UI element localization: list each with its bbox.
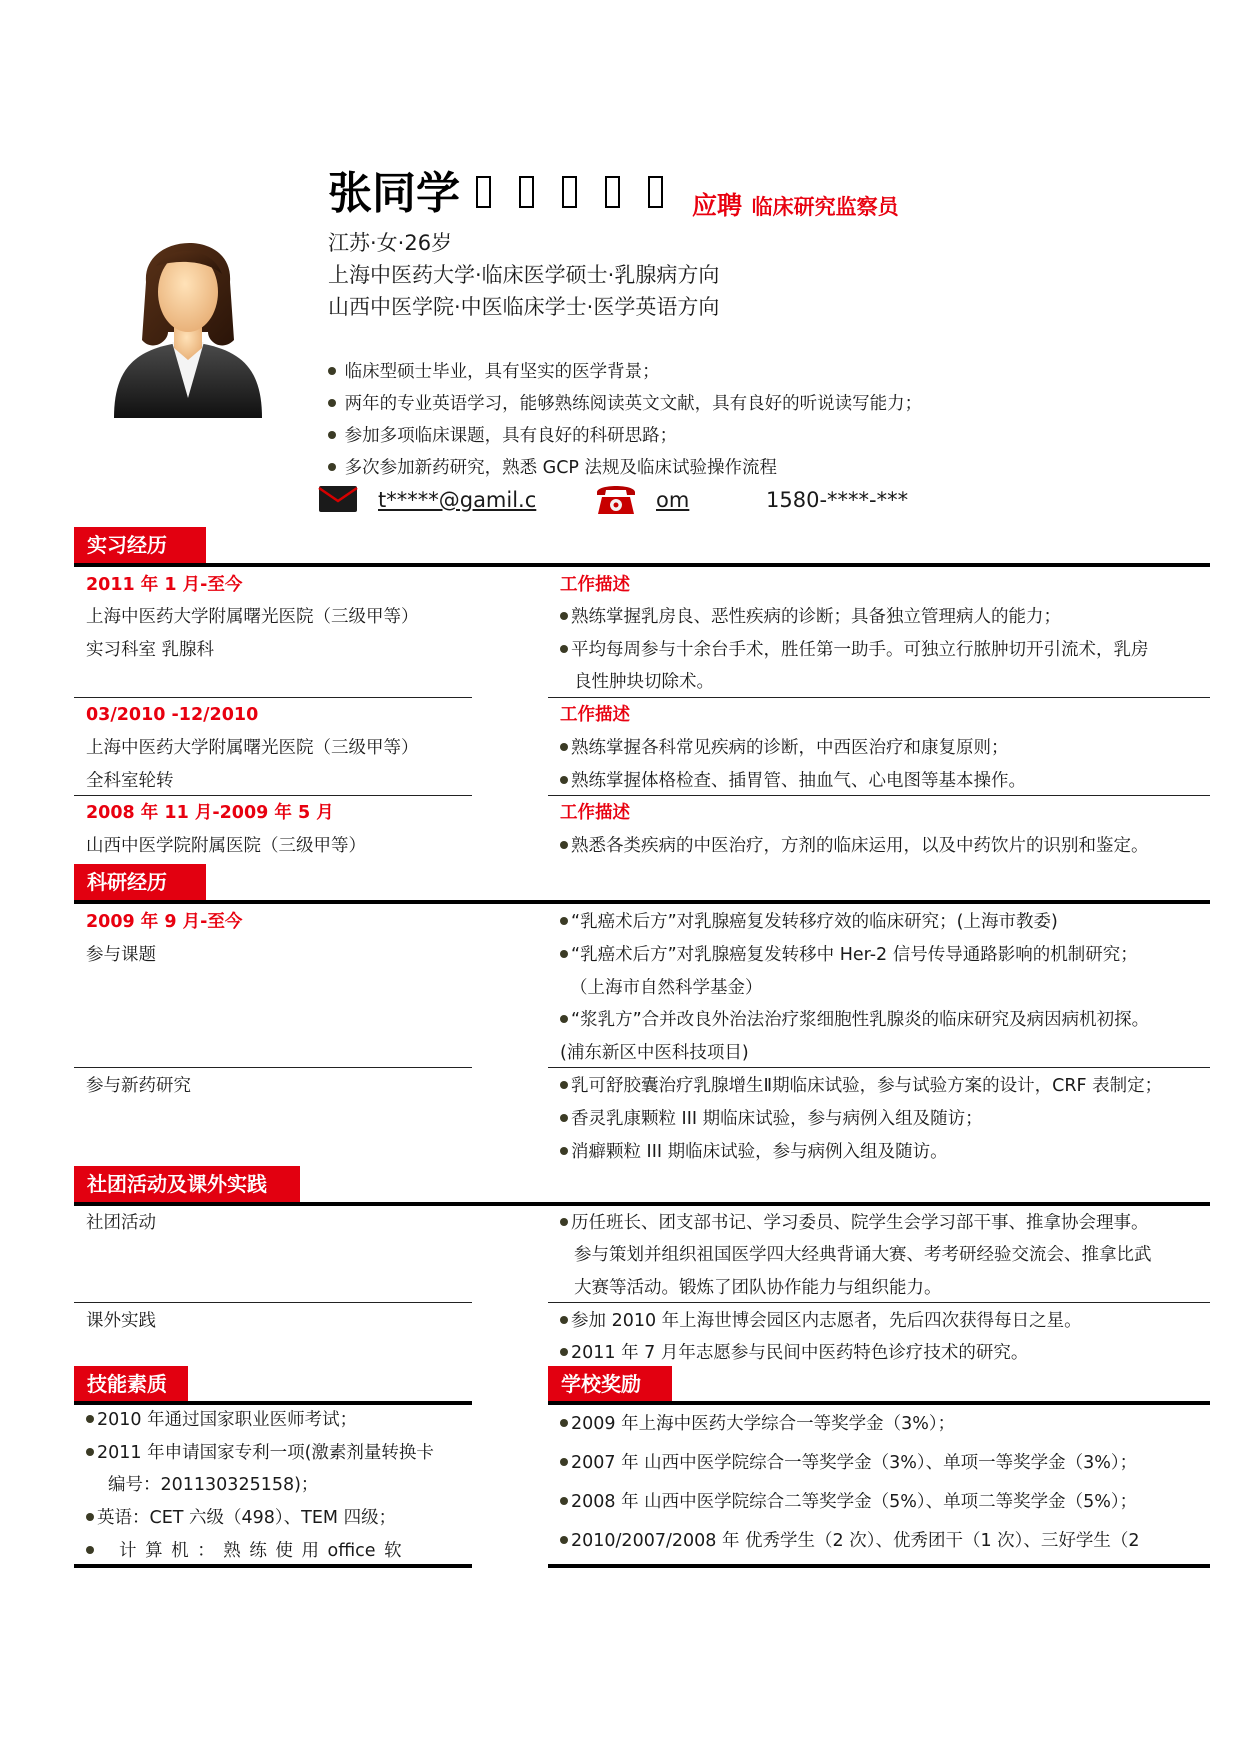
club-item: 历任班长、团支部书记、学习委员、院学生会学习部干事、推拿协会理事。 [560,1213,1149,1233]
bullet-icon [560,1114,568,1122]
entry-date: 03/2010 -12/2010 [86,705,259,725]
highlight-item: 两年的专业英语学习，能够熟练阅读英文文献，具有良好的听说读写能力； [328,394,922,414]
entry-line: 山西中医学院附属医院（三级甲等） [86,836,366,856]
entry-divider [548,795,1210,796]
skill-item: 2011 年申请国家专利一项(激素剂量转换卡 [86,1443,434,1463]
email-link-tail[interactable]: om [656,488,690,512]
entry-date: 2009 年 9 月-至今 [86,912,243,932]
bullet-icon [560,950,568,958]
bullet-icon [560,1218,568,1226]
research-item: “乳癌术后方”对乳腺癌复发转移中 Her-2 信号传导通路影响的机制研究； [560,945,1138,965]
section-divider [74,900,1210,904]
info-line: 山西中医学院·中医临床学士·医学英语方向 [328,295,720,319]
email-link[interactable]: t*****@gamil.c [378,488,537,512]
desc-item-cont: 良性肿块切除术。 [574,672,714,692]
entry-divider [548,697,1210,698]
skill-item: 2010 年通过国家职业医师考试； [86,1410,357,1430]
entry-line: 课外实践 [86,1311,156,1331]
research-item-cont: (浦东新区中医科技项目) [560,1043,749,1063]
entry-line: 社团活动 [86,1213,156,1233]
award-item: 2008 年 山西中医学院综合二等奖学金（5%）、单项二等奖学金（5%）； [560,1492,1137,1512]
club-item-cont: 大赛等活动。锻炼了团队协作能力与组织能力。 [574,1278,942,1298]
bullet-icon [86,1448,94,1456]
award-item: 2009 年上海中医药大学综合一等奖学金（3%）； [560,1414,955,1434]
entry-divider [548,1067,1210,1068]
bullet-icon [86,1546,94,1554]
highlight-item: 多次参加新药研究，熟悉 GCP 法规及临床试验操作流程 [328,458,777,478]
bullet-icon [328,431,336,439]
entry-date: 2011 年 1 月-至今 [86,575,243,595]
entry-divider [548,1302,1210,1303]
missing-glyph-box [519,176,534,208]
desc-label: 工作描述 [560,803,630,823]
bottom-divider [74,1564,472,1568]
bullet-icon [560,1015,568,1023]
bullet-icon [86,1415,94,1423]
section-divider [74,563,1210,567]
drug-item: 消癖颗粒 III 期临床试验，参与病例入组及随访。 [560,1142,948,1162]
missing-glyph-box [562,176,577,208]
section-divider [74,1202,1210,1206]
envelope-icon [318,485,358,513]
bullet-icon [560,1458,568,1466]
telephone-icon [594,480,638,516]
entry-divider [74,697,472,698]
skill-item-cont: 编号：201130325158)； [108,1475,319,1495]
bullet-icon [560,841,568,849]
desc-label: 工作描述 [560,705,630,725]
research-item-cont: （上海市自然科学基金） [570,978,763,998]
practice-item: 参加 2010 年上海世博会园区内志愿者，先后四次获得每日之星。 [560,1311,1082,1331]
entry-divider [74,1302,472,1303]
candidate-name: 张同学 [328,168,460,219]
missing-glyph-box [605,176,620,208]
desc-label: 工作描述 [560,575,630,595]
bullet-icon [560,743,568,751]
info-line: 江苏·女·26岁 [328,231,453,255]
bullet-icon [560,1147,568,1155]
section-title-awards: 学校奖励 [548,1366,672,1403]
bullet-icon [560,1081,568,1089]
entry-line: 参与新药研究 [86,1076,191,1096]
bullet-icon [560,776,568,784]
bullet-icon [328,399,336,407]
missing-glyph-box [476,176,491,208]
section-divider [74,1401,472,1405]
club-item-cont: 参与策划并组织祖国医学四大经典背诵大赛、考考研经验交流会、推拿比武 [574,1245,1152,1265]
drug-item: 乳可舒胶囊治疗乳腺增生Ⅱ期临床试验，参与试验方案的设计，CRF 表制定； [560,1076,1162,1096]
entry-date: 2008 年 11 月-2009 年 5 月 [86,803,334,823]
entry-line: 参与课题 [86,945,156,965]
bullet-icon [560,1536,568,1544]
desc-item: 平均每周参与十余台手术，胜任第一助手。可独立行脓肿切开引流术，乳房 [560,640,1149,660]
section-title-skills: 技能素质 [74,1366,188,1403]
apply-position: 临床研究监察员 [751,195,899,219]
bullet-icon [560,645,568,653]
avatar [112,222,264,422]
entry-line: 上海中医药大学附属曙光医院（三级甲等） [86,607,419,627]
entry-line: 实习科室 乳腺科 [86,640,215,660]
bullet-icon [560,1316,568,1324]
desc-item: 熟练掌握乳房良、恶性疾病的诊断；具备独立管理病人的能力； [560,607,1061,627]
desc-item: 熟练掌握体格检查、插胃管、抽血气、心电图等基本操作。 [560,771,1026,791]
section-title-research: 科研经历 [74,864,206,901]
bullet-icon [560,1419,568,1427]
bullet-icon [328,463,336,471]
research-item: “浆乳方”合并改良外治法治疗浆细胞性乳腺炎的临床研究及病因病机初探。 [560,1010,1149,1030]
entry-line: 上海中医药大学附属曙光医院（三级甲等） [86,738,419,758]
award-item: 2007 年 山西中医学院综合一等奖学金（3%）、单项一等奖学金（3%）； [560,1453,1137,1473]
desc-item: 熟练掌握各科常见疾病的诊断，中西医治疗和康复原则； [560,738,1009,758]
entry-divider [74,1067,472,1068]
section-title-internship: 实习经历 [74,527,206,564]
practice-item: 2011 年 7 月年志愿参与民间中医药特色诊疗技术的研究。 [560,1343,1028,1363]
desc-item: 熟悉各类疾病的中医治疗，方剂的临床运用，以及中药饮片的识别和鉴定。 [560,836,1149,856]
placeholder-boxes [476,176,663,212]
research-item: “乳癌术后方”对乳腺癌复发转移疗效的临床研究；(上海市教委) [560,912,1058,932]
phone-number: 1580-****-*** [766,488,909,512]
apply-label [692,186,899,222]
section-divider [548,1401,1210,1405]
section-title-activities: 社团活动及课外实践 [74,1166,300,1203]
skill-item: 计 算 机 ： 熟 练 使 用 office 软 [86,1541,402,1561]
bullet-icon [560,917,568,925]
info-line: 上海中医药大学·临床医学硕士·乳腺病方向 [328,263,720,287]
skill-item: 英语：CET 六级（498）、TEM 四级； [86,1508,396,1528]
entry-divider [74,795,472,796]
bullet-icon [560,612,568,620]
bullet-icon [560,1497,568,1505]
bullet-icon [560,1348,568,1356]
missing-glyph-box [648,176,663,208]
drug-item: 香灵乳康颗粒 III 期临床试验，参与病例入组及随访； [560,1109,983,1129]
bottom-divider [548,1564,1210,1568]
bullet-icon [328,367,336,375]
highlight-item: 参加多项临床课题，具有良好的科研思路； [328,426,677,446]
apply-prefix: 应聘 [692,191,743,220]
entry-line: 全科室轮转 [86,771,174,791]
highlight-item: 临床型硕士毕业，具有坚实的医学背景； [328,362,660,382]
bullet-icon [86,1513,94,1521]
award-item: 2010/2007/2008 年 优秀学生（2 次）、优秀团干（1 次）、三好学生（2 [560,1531,1140,1551]
